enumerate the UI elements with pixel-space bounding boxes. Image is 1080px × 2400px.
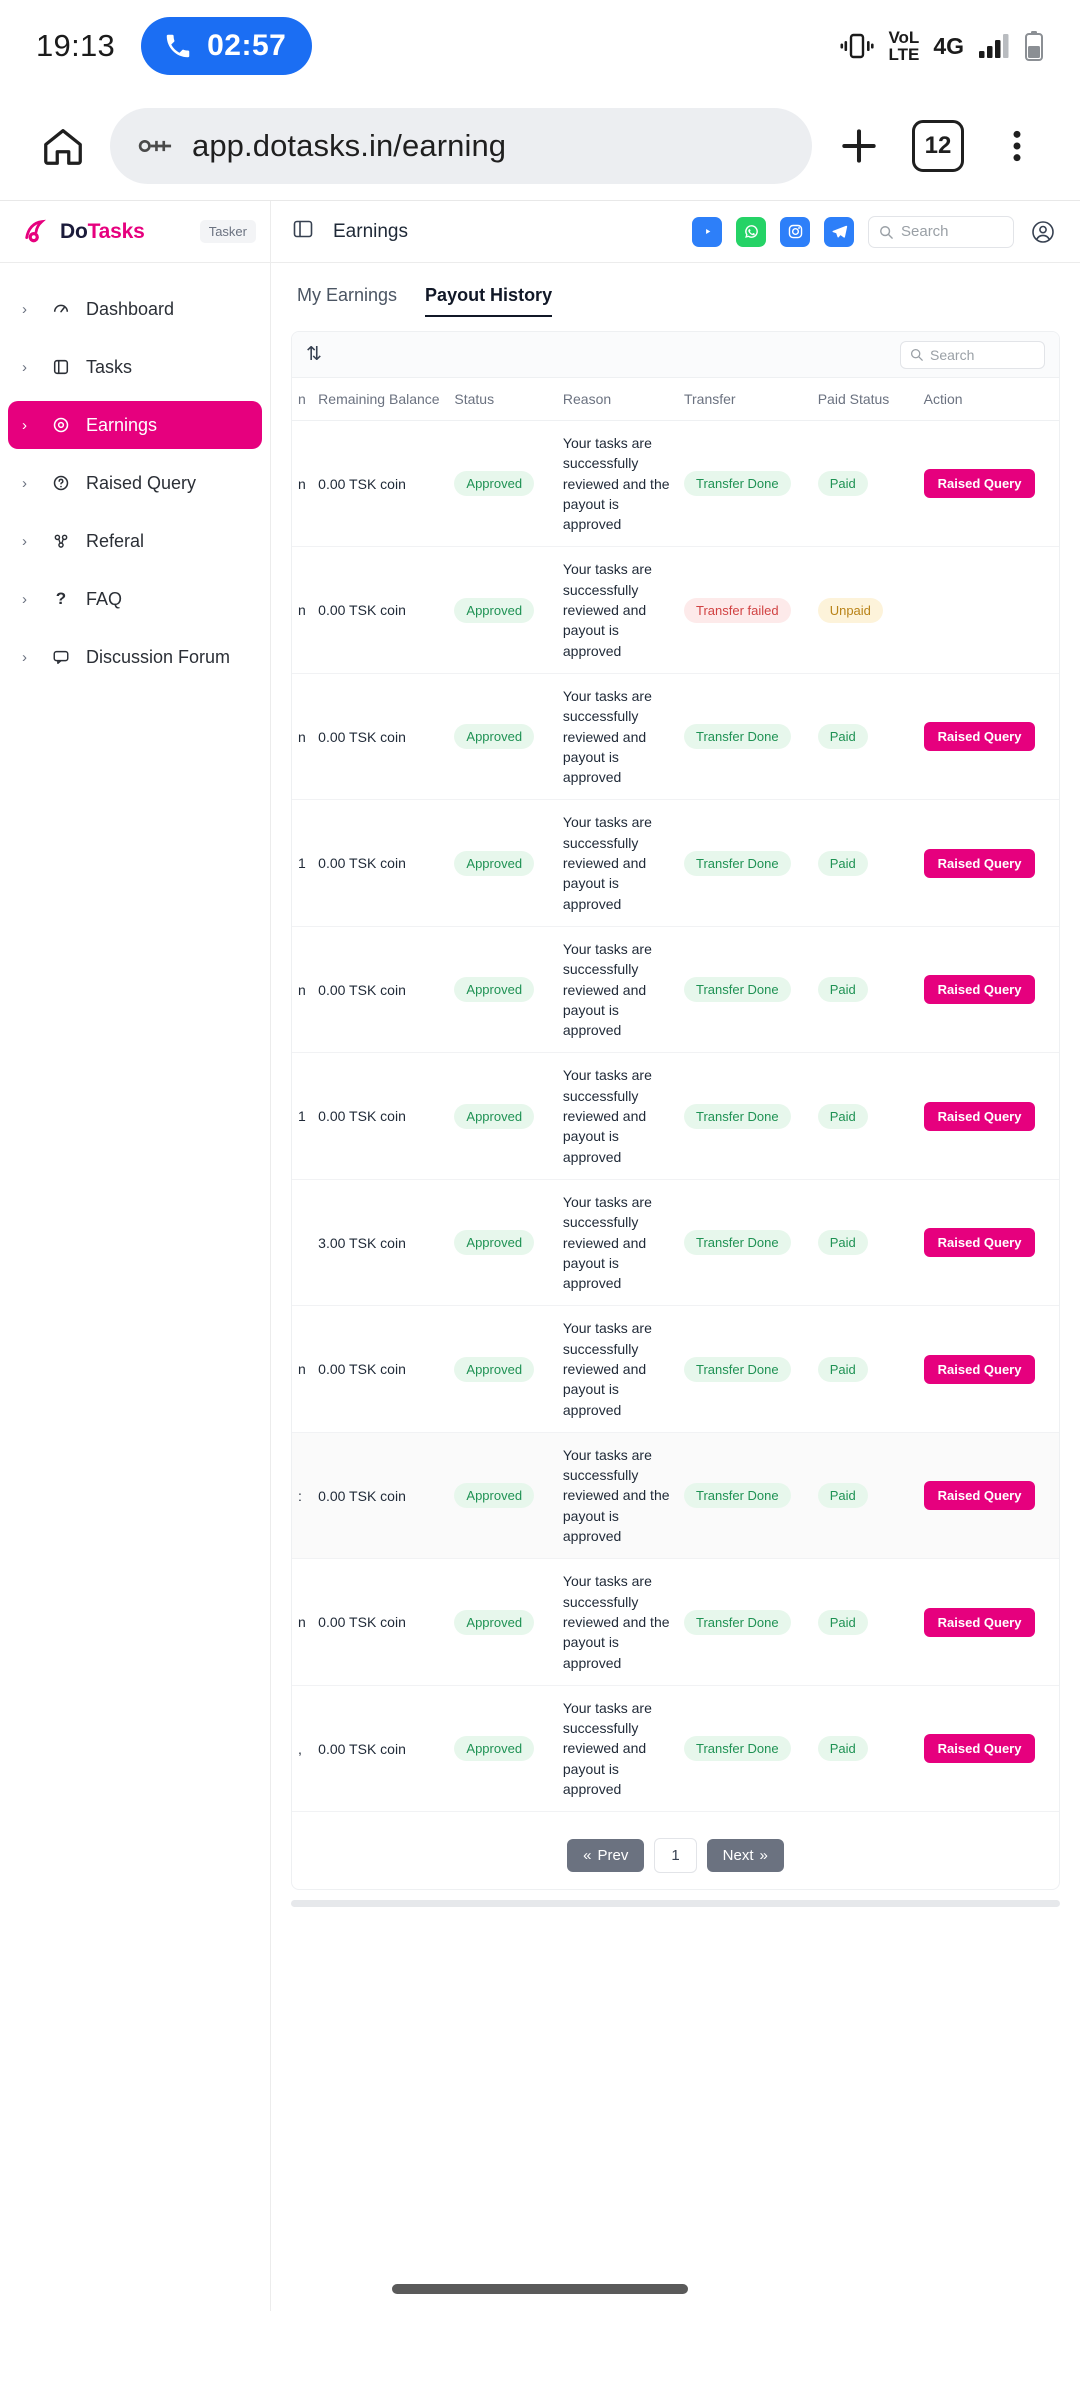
- sidebar-item-label: Dashboard: [86, 298, 175, 319]
- raised-query-button[interactable]: Raised Query: [924, 1734, 1036, 1763]
- more-vertical-icon: [997, 126, 1037, 166]
- paid-badge: Paid: [818, 724, 868, 749]
- vibrate-icon: [840, 31, 874, 61]
- transfer-badge: Transfer Done: [684, 1357, 791, 1382]
- phone-icon: [163, 31, 193, 61]
- th-paid-status: Paid Status: [812, 378, 918, 421]
- cell-action: [918, 800, 1059, 926]
- cell-id: :: [292, 1432, 312, 1558]
- paid-badge: Unpaid: [818, 598, 883, 623]
- chevron-right-icon: ›: [22, 474, 27, 492]
- earnings-icon: [50, 416, 72, 434]
- chevron-right-icon: ›: [22, 590, 27, 608]
- home-button[interactable]: [26, 109, 100, 183]
- cell-status: [448, 547, 556, 673]
- sidebar-item-label: Raised Query: [86, 472, 197, 493]
- raised-query-button[interactable]: Raised Query: [924, 722, 1036, 751]
- chevron-right-icon: ›: [22, 300, 27, 318]
- transfer-badge: Transfer Done: [684, 1483, 791, 1508]
- cell-status: [448, 1179, 556, 1305]
- sidebar-item-label: Earnings: [86, 414, 158, 435]
- paid-badge: Paid: [818, 1610, 868, 1635]
- raised-query-button[interactable]: Raised Query: [924, 1608, 1036, 1637]
- table-row: [292, 1179, 1059, 1305]
- cell-reason: Your tasks are successfully reviewed and payout is approved: [557, 926, 678, 1052]
- horizontal-scrollbar[interactable]: [291, 1900, 1060, 1907]
- table-row: [292, 800, 1059, 926]
- chevron-right-icon: ›: [22, 532, 27, 550]
- cell-id: n: [292, 673, 312, 799]
- prev-label: Prev: [597, 1847, 629, 1865]
- paid-badge: Paid: [818, 1357, 868, 1382]
- th-status: Status: [448, 378, 556, 421]
- chevron-right-icon: ›: [22, 648, 27, 666]
- brand-tasks: Tasks: [87, 219, 145, 243]
- status-clock: 19:13: [36, 28, 116, 63]
- cell-id: n: [292, 1306, 312, 1432]
- app-header: [0, 201, 1080, 263]
- dashboard-icon: [50, 300, 72, 318]
- next-page-button[interactable]: [707, 1839, 784, 1872]
- cell-paid: [812, 1179, 918, 1305]
- search-icon: [879, 225, 893, 239]
- panel-icon: [293, 219, 313, 239]
- cell-paid: [812, 1053, 918, 1179]
- cell-transfer: [678, 547, 812, 673]
- cell-reason: Your tasks are successfully reviewed and payout is approved: [557, 547, 678, 673]
- cell-paid: [812, 926, 918, 1052]
- paid-badge: Paid: [818, 1104, 868, 1129]
- status-badge: Approved: [454, 1104, 534, 1129]
- cell-status: [448, 1053, 556, 1179]
- tab-my-earnings[interactable]: My Earnings: [297, 285, 398, 305]
- th-id: n: [292, 378, 312, 421]
- cell-action: [918, 1053, 1059, 1179]
- cell-transfer: [678, 1685, 812, 1811]
- table-row: [292, 547, 1059, 673]
- brand-name: [60, 220, 145, 244]
- home-icon: [40, 123, 86, 169]
- cell-balance: 0.00 TSK coin: [312, 1559, 448, 1685]
- transfer-badge: Transfer Done: [684, 977, 791, 1002]
- status-badge: Approved: [454, 1736, 534, 1761]
- next-chevrons-icon: »: [759, 1847, 768, 1865]
- instagram-icon[interactable]: [780, 217, 810, 247]
- cell-transfer: [678, 1559, 812, 1685]
- transfer-badge: Transfer Done: [684, 471, 791, 496]
- paid-badge: Paid: [818, 1483, 868, 1508]
- forum-icon: [50, 648, 72, 666]
- earnings-tabs: [271, 263, 1080, 317]
- cell-reason: Your tasks are successfully reviewed and the payout is approved: [557, 421, 678, 547]
- network-type: 4G: [933, 32, 964, 59]
- cell-balance: 0.00 TSK coin: [312, 1306, 448, 1432]
- prev-chevrons-icon: «: [583, 1847, 592, 1865]
- page-title: Earnings: [333, 220, 408, 242]
- header-right: [271, 216, 1080, 248]
- cell-paid: [812, 547, 918, 673]
- cell-reason: Your tasks are successfully reviewed and payout is approved: [557, 1685, 678, 1811]
- search-icon: [910, 348, 923, 361]
- paid-badge: Paid: [818, 1230, 868, 1255]
- cell-action: [918, 1432, 1059, 1558]
- table-search-placeholder: Search: [930, 346, 975, 363]
- call-timer: 02:57: [207, 29, 287, 62]
- prev-page-button[interactable]: [567, 1839, 644, 1872]
- tab-count: 12: [924, 132, 952, 159]
- cell-reason: Your tasks are successfully reviewed and payout is approved: [557, 673, 678, 799]
- sort-icon[interactable]: ⇅: [306, 344, 322, 365]
- brand-do: Do: [60, 219, 88, 243]
- cell-paid: [812, 1306, 918, 1432]
- status-badge: Approved: [454, 1357, 534, 1382]
- cell-balance: 0.00 TSK coin: [312, 800, 448, 926]
- status-badge: Approved: [454, 851, 534, 876]
- cell-status: [448, 800, 556, 926]
- cell-transfer: [678, 1179, 812, 1305]
- sidebar-item-label: Tasks: [86, 356, 133, 377]
- cell-id: n: [292, 421, 312, 547]
- th-reason: Reason: [557, 378, 678, 421]
- transfer-badge: Transfer failed: [684, 598, 791, 623]
- tab-payout-history[interactable]: Payout History: [425, 285, 552, 317]
- table-search-input[interactable]: [900, 341, 1045, 369]
- paid-badge: Paid: [818, 851, 868, 876]
- cell-id: 1: [292, 1053, 312, 1179]
- raised-query-button[interactable]: Raised Query: [924, 1102, 1036, 1131]
- browser-toolbar: [0, 92, 1080, 200]
- battery-icon: [1024, 30, 1044, 62]
- cell-id: ,: [292, 1685, 312, 1811]
- cell-balance: 0.00 TSK coin: [312, 1053, 448, 1179]
- cell-status: [448, 1685, 556, 1811]
- table-row: [292, 1306, 1059, 1432]
- sidebar-item-discussion-forum[interactable]: [8, 633, 262, 681]
- cell-paid: [812, 800, 918, 926]
- status-badge: Approved: [454, 1230, 534, 1255]
- raised-query-button[interactable]: Raised Query: [924, 1228, 1036, 1257]
- cell-transfer: [678, 1432, 812, 1558]
- paid-badge: Paid: [818, 977, 868, 1002]
- table-row: [292, 673, 1059, 799]
- signal-icon: [978, 31, 1010, 61]
- status-icons: [840, 29, 1044, 63]
- content-area: [271, 263, 1080, 2311]
- faq-icon: ?: [55, 589, 67, 608]
- cell-transfer: [678, 926, 812, 1052]
- cell-reason: Your tasks are successfully reviewed and payout is approved: [557, 1179, 678, 1305]
- cell-paid: [812, 1559, 918, 1685]
- table-row: [292, 926, 1059, 1052]
- cell-action: [918, 1306, 1059, 1432]
- payout-history-card: [291, 331, 1060, 1890]
- th-remaining-balance: Remaining Balance: [312, 378, 448, 421]
- cell-paid: [812, 1432, 918, 1558]
- cell-status: [448, 1306, 556, 1432]
- cell-balance: 0.00 TSK coin: [312, 673, 448, 799]
- sidebar-item-faq[interactable]: [8, 575, 262, 623]
- cell-id: n: [292, 1559, 312, 1685]
- table-row: [292, 1685, 1059, 1811]
- paid-badge: Paid: [818, 471, 868, 496]
- raised-query-button[interactable]: Raised Query: [924, 469, 1036, 498]
- cell-id: [292, 1179, 312, 1305]
- role-badge: Tasker: [200, 220, 256, 243]
- transfer-badge: Transfer Done: [684, 724, 791, 749]
- cell-action: [918, 1179, 1059, 1305]
- table-row: [292, 1432, 1059, 1558]
- whatsapp-icon[interactable]: [736, 217, 766, 247]
- raised-query-button[interactable]: Raised Query: [924, 1481, 1036, 1510]
- sidebar: [0, 263, 271, 2311]
- cell-id: n: [292, 926, 312, 1052]
- active-call-pill[interactable]: [141, 17, 312, 75]
- volte-indicator: VoL LTE: [888, 28, 920, 64]
- cell-id: 1: [292, 800, 312, 926]
- cell-balance: 0.00 TSK coin: [312, 1685, 448, 1811]
- new-tab-button[interactable]: [822, 109, 896, 183]
- table-row: [292, 1559, 1059, 1685]
- cell-reason: Your tasks are successfully reviewed and payout is approved: [557, 1053, 678, 1179]
- site-info-icon: [136, 131, 174, 161]
- cell-balance: 0.00 TSK coin: [312, 926, 448, 1052]
- cell-paid: [812, 421, 918, 547]
- cell-balance: 0.00 TSK coin: [312, 1432, 448, 1558]
- cell-reason: Your tasks are successfully reviewed and payout is approved: [557, 1306, 678, 1432]
- sidebar-toggle-icon[interactable]: [293, 219, 313, 244]
- pagination: [292, 1812, 1059, 1889]
- cell-balance: 3.00 TSK coin: [312, 1179, 448, 1305]
- raised-query-button[interactable]: Raised Query: [924, 975, 1036, 1004]
- tab-switcher-button[interactable]: [912, 120, 964, 172]
- transfer-badge: Transfer Done: [684, 1104, 791, 1129]
- chevron-right-icon: ›: [22, 358, 27, 376]
- th-action: Action: [918, 378, 1059, 421]
- paid-badge: Paid: [818, 1736, 868, 1761]
- sidebar-item-tasks[interactable]: [8, 343, 262, 391]
- sidebar-item-label: FAQ: [86, 588, 123, 609]
- cell-action: [918, 1559, 1059, 1685]
- page-number[interactable]: 1: [654, 1838, 696, 1873]
- youtube-icon[interactable]: [692, 217, 722, 247]
- cell-reason: Your tasks are successfully reviewed and the payout is approved: [557, 1432, 678, 1558]
- next-label: Next: [722, 1847, 754, 1865]
- table-toolbar: [292, 332, 1059, 378]
- android-status-bar: [0, 0, 1080, 92]
- raised-query-button[interactable]: Raised Query: [924, 1355, 1036, 1384]
- sidebar-item-label: Referal: [86, 530, 145, 551]
- transfer-badge: Transfer Done: [684, 1610, 791, 1635]
- sidebar-item-earnings[interactable]: [8, 401, 262, 449]
- cell-transfer: [678, 1053, 812, 1179]
- tasks-icon: [50, 358, 72, 376]
- cell-transfer: [678, 1306, 812, 1432]
- cell-transfer: [678, 421, 812, 547]
- cell-id: n: [292, 547, 312, 673]
- plus-icon: [837, 124, 881, 168]
- table-header-row: [292, 378, 1059, 421]
- transfer-badge: Transfer Done: [684, 851, 791, 876]
- cell-transfer: [678, 800, 812, 926]
- th-transfer: Transfer: [678, 378, 812, 421]
- header-search-placeholder: Search: [901, 223, 949, 240]
- transfer-badge: Transfer Done: [684, 1736, 791, 1761]
- header-search-input[interactable]: [868, 216, 1014, 248]
- cell-status: [448, 421, 556, 547]
- cell-action: [918, 421, 1059, 547]
- status-badge: Approved: [454, 724, 534, 749]
- chevron-right-icon: ›: [22, 416, 27, 434]
- social-links: [692, 217, 854, 247]
- cell-transfer: [678, 673, 812, 799]
- cell-balance: 0.00 TSK coin: [312, 421, 448, 547]
- payout-history-table: [292, 378, 1059, 1812]
- page-body: [0, 263, 1080, 2311]
- cell-reason: Your tasks are successfully reviewed and the payout is approved: [557, 1559, 678, 1685]
- cell-reason: Your tasks are successfully reviewed and payout is approved: [557, 800, 678, 926]
- status-badge: Approved: [454, 1483, 534, 1508]
- android-nav-pill[interactable]: [392, 2284, 688, 2294]
- web-page: [0, 200, 1080, 2310]
- cell-status: [448, 673, 556, 799]
- telegram-icon[interactable]: [824, 217, 854, 247]
- cell-paid: [812, 673, 918, 799]
- sidebar-item-raised-query[interactable]: [8, 459, 262, 507]
- cell-action: [918, 673, 1059, 799]
- sidebar-item-dashboard[interactable]: [8, 285, 262, 333]
- dotasks-logo-icon: [22, 217, 52, 247]
- cell-action: [918, 926, 1059, 1052]
- sidebar-item-referal[interactable]: [8, 517, 262, 565]
- table-row: [292, 421, 1059, 547]
- cell-action: [918, 1685, 1059, 1811]
- cell-balance: 0.00 TSK coin: [312, 547, 448, 673]
- transfer-badge: Transfer Done: [684, 1230, 791, 1255]
- query-icon: [50, 474, 72, 492]
- raised-query-button[interactable]: Raised Query: [924, 849, 1036, 878]
- status-badge: Approved: [454, 471, 534, 496]
- url-text: app.dotasks.in/earning: [192, 128, 507, 163]
- account-icon: [1031, 220, 1055, 244]
- status-badge: Approved: [454, 1610, 534, 1635]
- cell-status: [448, 926, 556, 1052]
- browser-menu-button[interactable]: [980, 109, 1054, 183]
- cell-paid: [812, 1685, 918, 1811]
- cell-status: [448, 1432, 556, 1558]
- avatar[interactable]: [1028, 217, 1058, 247]
- table-row: [292, 1053, 1059, 1179]
- brand[interactable]: [0, 201, 271, 263]
- status-badge: Approved: [454, 598, 534, 623]
- address-bar[interactable]: [110, 108, 812, 184]
- cell-action: [918, 547, 1059, 673]
- referral-icon: [50, 532, 72, 550]
- status-badge: Approved: [454, 977, 534, 1002]
- cell-status: [448, 1559, 556, 1685]
- sidebar-item-label: Discussion Forum: [86, 646, 231, 667]
